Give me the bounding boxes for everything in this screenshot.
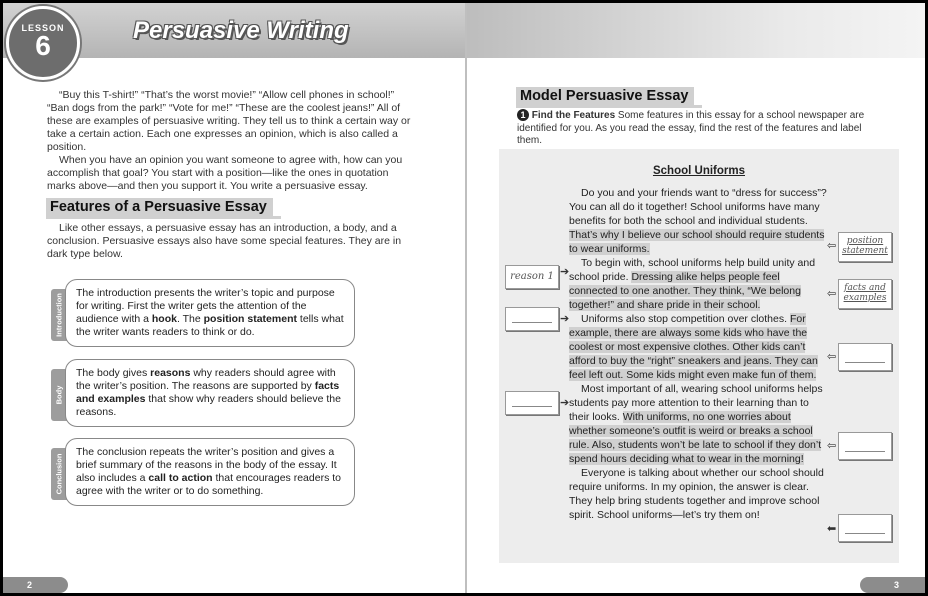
facts-examples-highlight: Dressing alike helps people feel connected to one another. They think, “We belong together!” and share pride in their school. <box>569 271 801 311</box>
position-statement-highlight: That’s why I believe our school should require students to wear uniforms. <box>569 229 825 255</box>
features-heading: Features of a Persuasive Essay <box>46 198 273 216</box>
essay-paragraph-1: Do you and your friends want to “dress for success”? You can all do it together! School uniforms have many benefits for both the school and individual students. That’s why I believe our school should require students to wear uniforms. <box>569 187 827 255</box>
left-page-number: 2 <box>3 577 68 593</box>
arrow-right-icon: ➔ <box>560 397 570 409</box>
intro-paragraph-2: When you have an opinion you want someone to agree with, how can you accomplish that goal? You start with a position—like the ones in quotation marks above—and then you support it. You write a persuasive essay. <box>47 154 403 192</box>
facts-examples-term: facts and examples <box>76 380 340 405</box>
intro-text <box>47 89 419 193</box>
page-title: Persuasive Writing <box>133 17 349 44</box>
hook-term: hook <box>151 313 177 325</box>
conclusion-box: The conclusion repeats the writer’s position and gives a brief summary of the reasons in the body of the essay. It also includes a call to action that encourages readers to agree with the writer or to do something. <box>65 438 355 506</box>
lesson-badge <box>6 6 80 80</box>
blank-label-reason[interactable] <box>505 307 559 331</box>
reasons-term: reasons <box>150 367 191 379</box>
essay-paragraph-4: Most important of all, wearing school uniforms helps students pay more attention to their learning than to their looks. With uniforms, no one worries about whether someone’s outfit is weird or breaks a school rule. Also, students won’t be late to school if they don’t spend hours deciding what to wear in the morning! <box>569 383 823 465</box>
blank-label-facts-2[interactable] <box>838 343 892 371</box>
conclusion-tab: Conclusion <box>51 448 67 500</box>
position-statement-label[interactable]: position statement <box>838 232 892 262</box>
essay-paragraph-5: Everyone is talking about whether our school should require uniforms. In my opinion, the answer is clear. They help bring students together and improve school spirit. School uniforms—let’s try them on! <box>569 467 824 521</box>
unlabeled-highlight-1: For example, there are always some kids who have the coolest or most expensive clothes. Other kids can’t afford to buy the “right” sneakers and jeans. They can feel left out. Some kids might even make fun of them. <box>569 313 818 381</box>
essay-title: School Uniforms <box>652 165 745 177</box>
arrow-right-icon: ➔ <box>560 266 570 278</box>
arrow-left-hollow-icon: ⇦ <box>827 288 837 300</box>
call-to-action-term: call to action <box>148 472 213 484</box>
arrow-left-hollow-icon: ⇦ <box>827 440 837 452</box>
lesson-word: LESSON <box>21 23 65 33</box>
lesson-number: 6 <box>35 30 51 61</box>
book-spread <box>3 3 925 593</box>
right-header-band <box>467 3 925 58</box>
features-text: Like other essays, a persuasive essay has an introduction, a body, and a conclusion. Persuasive essays also have some special features. They are in dark type below. <box>47 222 402 260</box>
essay-body <box>569 186 831 522</box>
body-box: The body gives reasons why readers should agree with the writer’s position. The reasons are supported by facts and examples that show why readers should believe the reasons. <box>65 359 355 427</box>
blank-label-call-to-action[interactable] <box>838 514 892 542</box>
arrow-left-hollow-icon: ⇦ <box>827 351 837 363</box>
introduction-box: The introduction presents the writer’s topic and purpose for writing. First the writer gets the attention of the audience with a hook. The position statement tells what the writer wants readers to think or do. <box>65 279 355 347</box>
instructions <box>517 109 867 148</box>
introduction-tab: Introduction <box>51 289 67 341</box>
model-essay-heading: Model Persuasive Essay <box>516 87 694 105</box>
reason-1-label[interactable]: reason 1 <box>505 265 559 289</box>
facts-examples-label[interactable]: facts and examples <box>838 279 892 309</box>
blank-label-reason-3[interactable] <box>505 391 559 415</box>
step-text: Some features in this essay for a school newspaper are identified for you. As you read the essay, find the rest of the features and label them. <box>517 110 865 146</box>
step-number-icon: 1 <box>517 109 529 121</box>
essay-paragraph-2: To begin with, school uniforms help build unity and school pride. Dressing alike helps people feel connected to one another. They think, “We belong together!” and share pride in their school. <box>569 257 816 311</box>
blank-label-facts-3[interactable] <box>838 432 892 460</box>
unlabeled-highlight-2: With uniforms, no one worries about whether someone’s outfit is weird or breaks a school rule. Also, students won’t be late to school if they don’t spend hours deciding what to wear in the morning! <box>569 411 822 465</box>
right-page-number: 3 <box>860 577 925 593</box>
intro-paragraph-1: “Buy this T-shirt!” “That’s the worst movie!” “Allow cell phones in school!” “Ban dogs from the park!” “Vote for me!” “These are the coolest jeans!” All of these are examples of persuasive writing. They tell us to think a certain way or take a certain action. Each one expresses an opinion, which is also called a position. <box>47 89 411 153</box>
arrow-left-hollow-icon: ⇦ <box>827 240 837 252</box>
body-tab: Body <box>51 369 67 421</box>
step-label: Find the Features <box>531 110 616 121</box>
arrow-right-icon: ➔ <box>560 313 570 325</box>
arrow-left-icon: ⬅ <box>827 523 837 535</box>
page-gutter <box>465 3 467 593</box>
essay-paragraph-3: Uniforms also stop competition over clothes. For example, there are always some kids who have the coolest or most expensive clothes. Other kids can’t afford to buy the “right” sneakers and jeans. They can feel left out. Some kids might even make fun of them. <box>569 313 818 381</box>
position-statement-term: position statement <box>203 313 297 325</box>
